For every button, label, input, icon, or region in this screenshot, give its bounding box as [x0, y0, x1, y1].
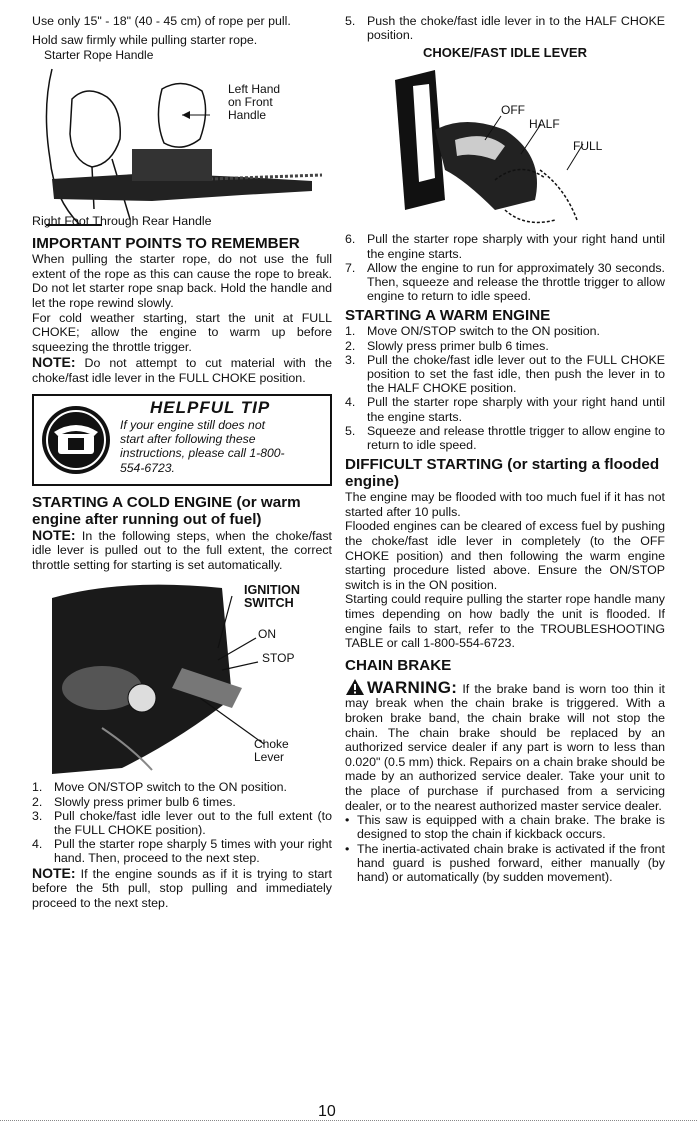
starting-position-figure — [32, 49, 332, 231]
label-line: IGNITION — [244, 583, 300, 598]
step-number: 7. — [345, 260, 356, 275]
telephone-icon — [40, 404, 112, 476]
difficult-p3: Starting could require pulling the starter rope handle many times depending on how badly the unit is flooded. If engine fails to start, refer to the TROUBLESHOOTING TABLE or call 1-800-554-6723. — [345, 592, 665, 651]
list-item — [32, 795, 332, 809]
ignition-switch-figure — [32, 578, 332, 774]
important-points-heading: IMPORTANT POINTS TO REMEMBER — [32, 235, 300, 253]
right-foot-caption: Right Foot Through Rear Handle — [32, 214, 212, 229]
intro-rope-length: Use only 15" - 18" (40 - 45 cm) of rope per pull. — [32, 14, 291, 28]
step-text: Slowly press primer bulb 6 times. — [54, 794, 236, 809]
cold-engine-heading: STARTING A COLD ENGINE (or warm engine after running out of fuel) — [32, 493, 301, 528]
list-item — [345, 424, 665, 452]
step-text: Slowly press primer bulb 6 times. — [367, 338, 549, 353]
step-text: Allow the engine to run for approximately 30 seconds. Then, squeeze and release the throttle trigger to allow engine to return to idle speed. — [367, 260, 665, 304]
difficult-p1: The engine may be flooded with too much fuel if it has not started after 10 pulls. — [345, 490, 665, 519]
half-choke-step — [345, 14, 665, 42]
off-label: OFF — [501, 103, 525, 118]
helpful-tip-text: If your engine still does not start after following these instructions, please call 1-800-554-6723. — [120, 417, 285, 475]
important-points-p2: For cold weather starting, start the unit at FULL CHOKE; allow the engine to warm up before squeezing the throttle trigger. — [32, 310, 332, 354]
bottom-border — [0, 1120, 697, 1122]
note-label: NOTE: — [32, 354, 76, 371]
step-number: 4. — [32, 837, 43, 852]
list-item — [345, 339, 665, 353]
step-text: Move ON/STOP switch to the ON position. — [367, 324, 600, 339]
list-item — [32, 809, 332, 837]
step-text: Pull the starter rope sharply 5 times with your right hand. Then, proceed to the next step. — [54, 837, 332, 866]
choke-lever-illustration — [345, 60, 665, 228]
step-text: Pull the starter rope sharply with your right hand until the engine starts. — [367, 232, 665, 261]
step-number: 6. — [345, 232, 356, 247]
label-line: Choke — [254, 737, 289, 752]
list-item — [345, 232, 665, 260]
page-number: 10 — [318, 1103, 336, 1120]
on-label: ON — [258, 627, 276, 642]
warning-text: If the brake band is worn too thin it may break when the chain brake is triggered. With a broken brake band, the chain brake will not stop the chain. The chain brake should be replaced by an authorized service dealer if any part is worn to less than 0.020" (0.5 mm) thick. Repairs on a chain brake should be made by an authorized service dealer. Take your unit to the place of purchase if purchased from a servicing dealer, or to the nearest authorized master service dealer. — [345, 681, 665, 813]
step-text: Pull the choke/fast idle lever out to the FULL CHOKE position to set the fast idle, then push the lever in to the HALF CHOKE position. — [367, 352, 665, 396]
chain-brake-warning — [345, 678, 665, 813]
note-text: Do not attempt to cut material with the choke/fast idle lever in the FULL CHOKE position. — [32, 356, 332, 385]
left-hand-front-handle-label — [228, 83, 280, 122]
list-item — [32, 780, 332, 794]
step-number: 5. — [345, 14, 356, 28]
choke-lever-figure-title: CHOKE/FAST IDLE LEVER — [423, 45, 587, 61]
list-item — [32, 837, 332, 865]
list-item — [345, 261, 665, 304]
step-number: 2. — [345, 338, 356, 353]
note-fifth-pull — [32, 866, 332, 911]
list-item — [345, 324, 665, 338]
left-column — [32, 14, 332, 910]
label-line: Lever — [254, 750, 285, 765]
note-cutting — [32, 355, 332, 385]
note-text: In the following steps, when the choke/fast idle lever is pulled out to the full extent, the correct throttle setting for starting is set automatically. — [32, 528, 332, 572]
list-item — [345, 353, 665, 396]
chain-brake-bullets — [345, 813, 665, 884]
step-number: 3. — [345, 352, 356, 367]
list-item — [345, 14, 665, 42]
label-line: Handle — [228, 108, 267, 123]
warning-label: WARNING: — [367, 677, 458, 697]
step-number: 2. — [32, 794, 43, 809]
label-line: on Front — [228, 95, 273, 110]
step-text: Move ON/STOP switch to the ON position. — [54, 780, 287, 795]
label-line: Left Hand — [228, 82, 281, 97]
step-number: 1. — [345, 324, 356, 339]
intro-hold-saw: Hold saw firmly while pulling starter rope. — [32, 32, 258, 47]
step-text: Squeeze and release throttle trigger to allow engine to return to idle speed. — [367, 423, 665, 453]
step-text: Pull the starter rope sharply with your right hand until the engine starts. — [367, 395, 665, 424]
step-number: 1. — [32, 780, 43, 795]
list-item: • The inertia-activated chain brake is activated if the front hand guard is pushed forward, either manually (by hand) or automatically (by sudden movement). — [345, 842, 665, 885]
difficult-starting-heading: DIFFICULT STARTING (or starting a flooded engine) — [345, 456, 660, 491]
starter-rope-handle-label: Starter Rope Handle — [44, 48, 154, 63]
right-column — [345, 14, 665, 884]
note-label: NOTE: — [32, 526, 76, 543]
difficult-p2: Flooded engines can be cleared of excess fuel by pushing the choke/fast idle lever in completely (to the OFF CHOKE position) and then following the warm engine starting procedure listed above. Ensure the ON/STOP switch is in the ON position. — [345, 519, 665, 592]
helpful-tip-title: HELPFUL TIP — [150, 397, 271, 417]
chain-brake-heading: CHAIN BRAKE — [345, 656, 452, 674]
stop-label: STOP — [262, 651, 295, 666]
ignition-switch-label — [244, 584, 300, 610]
step-text: Push the choke/fast idle lever in to the HALF CHOKE position. — [367, 14, 665, 43]
note-text: If the engine sounds as if it is trying to start before the 5th pull, stop pulling and immediately proceed to the next step. — [32, 866, 332, 910]
choke-lever-figure — [345, 60, 665, 228]
half-label: HALF — [529, 117, 560, 132]
start-steps-continued — [345, 232, 665, 303]
list-item — [345, 395, 665, 423]
warm-engine-heading: STARTING A WARM ENGINE — [345, 307, 551, 325]
important-points-p1: When pulling the starter rope, do not use the full extent of the rope as this can cause the rope to break. Do not let starter rope snap back. Hold the handle and let the rope rewind slowly. — [32, 252, 332, 310]
note-label: NOTE: — [32, 864, 76, 881]
warm-start-steps — [345, 324, 665, 452]
label-line: SWITCH — [244, 596, 294, 611]
list-item: • This saw is equipped with a chain brake. The brake is designed to stop the chain if kickback occurs. — [345, 813, 665, 841]
step-text: Pull choke/fast idle lever out to the full extent (to the FULL CHOKE position). — [54, 808, 332, 837]
full-label: FULL — [573, 139, 603, 154]
step-number: 3. — [32, 808, 43, 823]
note-throttle — [32, 528, 332, 573]
cold-start-steps — [32, 780, 332, 865]
step-number: 5. — [345, 423, 356, 438]
starting-position-illustration — [32, 49, 332, 231]
warning-triangle-icon — [345, 678, 365, 696]
helpful-tip-box — [32, 394, 332, 486]
choke-lever-label — [254, 738, 289, 764]
step-number: 4. — [345, 395, 356, 410]
